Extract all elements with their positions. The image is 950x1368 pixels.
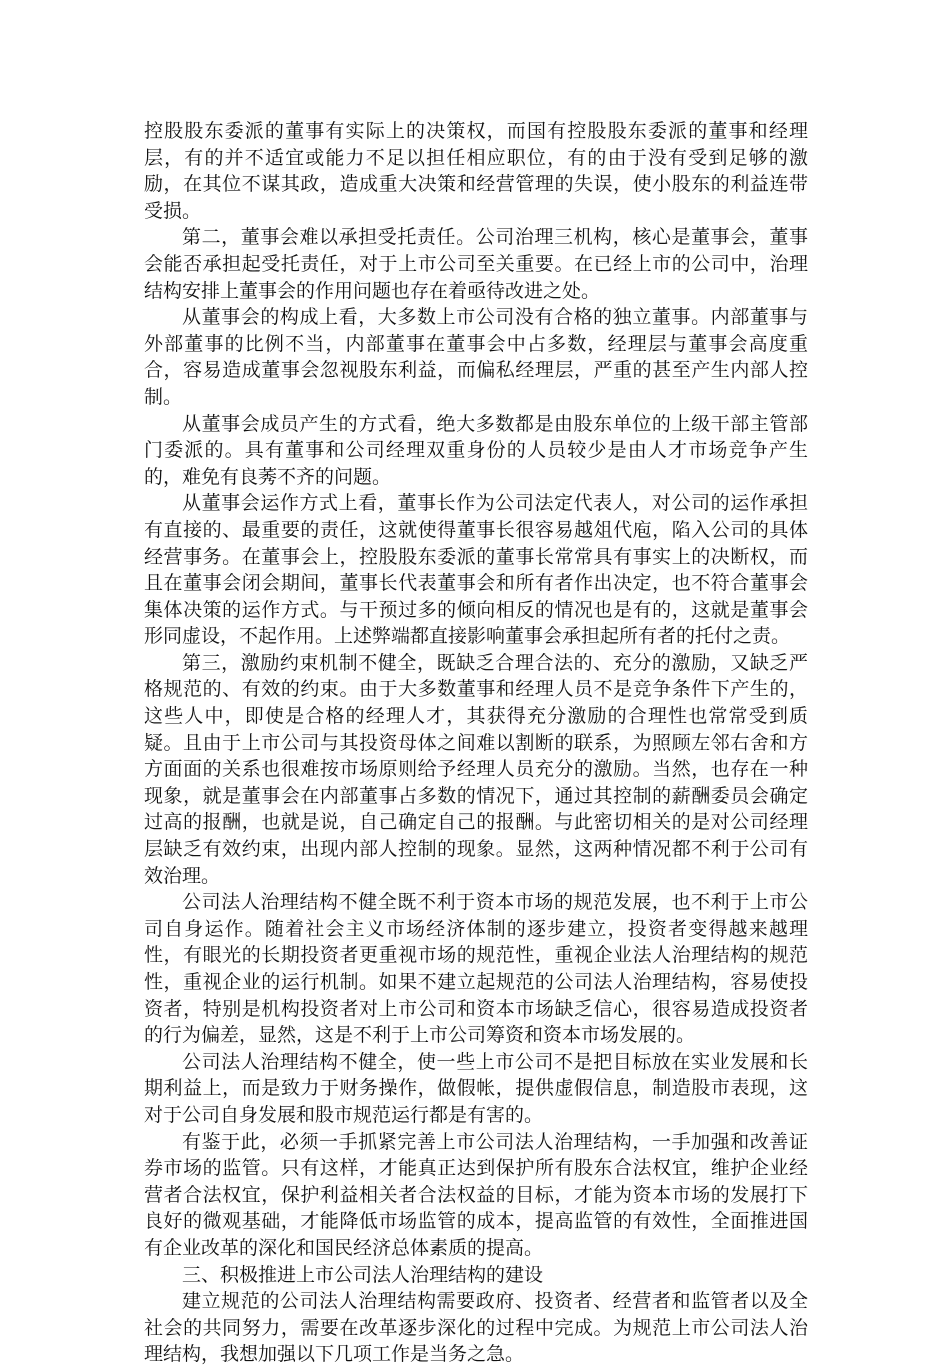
paragraph-board-composition: 从董事会的构成上看，大多数上市公司没有合格的独立董事。内部董事与外部董事的比例不当，内部董事在董事会中占多数，经理层与董事会高度重合，容易造成董事会忽视股东利益，而偏私经理层，严重的甚至产生内部人控制。 [144, 306, 808, 408]
paragraph-financial-manipulation: 公司法人治理结构不健全，使一些上市公司不是把目标放在实业发展和长期利益上，而是致力于财务操作，做假帐，提供虚假信息，制造股市表现，这对于公司自身发展和股市规范运行都是有害的。 [144, 1050, 808, 1126]
document-body [144, 118, 808, 1368]
paragraph-supervision: 有鉴于此，必须一手抓紧完善上市公司法人治理结构，一手加强和改善证券市场的监管。只有这样，才能真正达到保护所有股东合法权宜，维护企业经营者合法权宜，保护利益相关者合法权益的目标，才能为资本市场的发展打下良好的微观基础，才能降低市场监管的成本，提高监管的有效性，全面推进国有企业改革的深化和国民经济总体素质的提高。 [144, 1130, 808, 1259]
paragraph-incentive-mechanism: 第三，激励约束机制不健全，既缺乏合理合法的、充分的激励，又缺乏严格规范的、有效的约束。由于大多数董事和经理人员不是竞争条件下产生的，这些人中，即使是合格的经理人才，其获得充分激励的合理性也常常受到质疑。且由于上市公司与其投资母体之间难以割断的联系，为照顾左邻右舍和方方面面的关系也很难按市场原则给予经理人员充分的激励。当然，也存在一种现象，就是董事会在内部董事占多数的情况下，通过其控制的薪酬委员会确定过高的报酬，也就是说，自己确定自己的报酬。与此密切相关的是对公司经理层缺乏有效约束，出现内部人控制的现象。显然，这两种情况都不利于公司有效治理。 [144, 651, 808, 887]
paragraph-capital-market-impact: 公司法人治理结构不健全既不利于资本市场的规范发展，也不利于上市公司自身运作。随着社会主义市场经济体制的逐步建立，投资者变得越来越理性，有眼光的长期投资者更重视市场的规范性，重视企业法人治理结构的规范性，重视企业的运行机制。如果不建立起规范的公司法人治理结构，容易使投资者，特别是机构投资者对上市公司和资本市场缺乏信心，很容易造成投资者的行为偏差，显然，这是不利于上市公司筹资和资本市场发展的。 [144, 891, 808, 1047]
paragraph-board-responsibility: 第二，董事会难以承担受托责任。公司治理三机构，核心是董事会，董事会能否承担起受托责任，对于上市公司至关重要。在已经上市的公司中，治理结构安排上董事会的作用问题也存在着亟待改进之处。 [144, 226, 808, 302]
paragraph-construction: 建立规范的公司法人治理结构需要政府、投资者、经营者和监管者以及全社会的共同努力，需要在改革逐步深化的过程中完成。为规范上市公司法人治理结构，我想加强以下几项工作是当务之急。 [144, 1290, 808, 1366]
paragraph-board-operation: 从董事会运作方式上看，董事长作为公司法定代表人，对公司的运作承担有直接的、最重要的责任，这就使得董事长很容易越俎代庖，陷入公司的具体经营事务。在董事会上，控股股东委派的董事长常常具有事实上的决断权，而且在董事会闭会期间，董事长代表董事会和所有者作出决定，也不符合董事会集体决策的运作方式。与干预过多的倾向相反的情况也是有的，这就是董事会形同虚设，不起作用。上述弊端都直接影响董事会承担起所有者的托付之责。 [144, 492, 808, 648]
paragraph-continued: 控股股东委派的董事有实际上的决策权，而国有控股股东委派的董事和经理层，有的并不适宜或能力不足以担任相应职位，有的由于没有受到足够的激励，在其位不谋其政，造成重大决策和经营管理的失误，使小股东的利益连带受损。 [144, 120, 808, 222]
paragraph-board-selection: 从董事会成员产生的方式看，绝大多数都是由股东单位的上级干部主管部门委派的。具有董事和公司经理双重身份的人员较少是由人才市场竞争产生的，难免有良莠不齐的问题。 [144, 412, 808, 488]
section-heading: 三、积极推进上市公司法人治理结构的建设 [182, 1263, 544, 1286]
